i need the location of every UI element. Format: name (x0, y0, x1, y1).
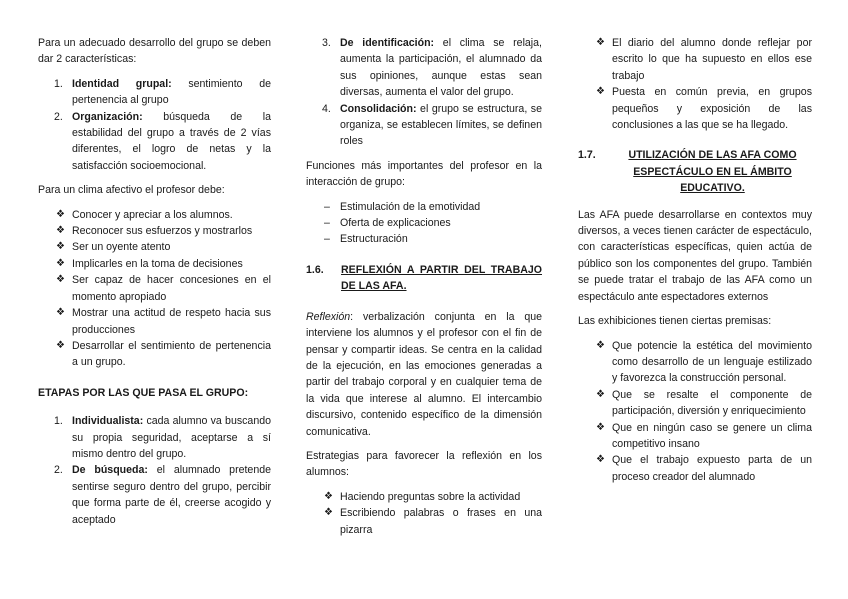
diamond-bullet-icon: ❖ (56, 257, 65, 269)
list-item: – Estructuración (306, 231, 542, 247)
list-item: ❖ Ser un oyente atento (38, 239, 271, 255)
list-item: ❖ Haciendo preguntas sobre la actividad (306, 489, 542, 505)
funciones-list (306, 199, 542, 248)
list-item: – Estimulación de la emotividad (306, 199, 542, 215)
estrategias-intro: Estrategias para favorecer la reflexión en los alumnos: (306, 449, 542, 479)
list-item: 1. Identidad grupal: sentimiento de pertenencia al grupo (54, 77, 271, 107)
diamond-bullet-icon: ❖ (56, 339, 65, 351)
diamond-bullet-icon: ❖ (56, 274, 65, 286)
intro-paragraph: Para un adecuado desarrollo del grupo se deben dar 2 características: (38, 37, 271, 66)
characteristics-list (38, 76, 271, 174)
list-item: – Oferta de explicaciones (306, 215, 542, 231)
diamond-bullet-icon: ❖ (56, 225, 65, 237)
column-3 (578, 35, 812, 485)
list-item: ❖ Ser capaz de hacer concesiones en el momento apropiado (56, 274, 271, 303)
dash-bullet-icon: – (324, 217, 330, 230)
diamond-bullet-icon: ❖ (56, 307, 65, 319)
list-item: 1. Individualista: cada alumno va buscando su propia seguridad, aceptarse a sí mismo dentro del grupo. (54, 415, 271, 460)
etapas-list (38, 413, 271, 528)
diamond-bullet-icon: ❖ (596, 454, 605, 466)
diamond-bullet-icon: ❖ (56, 241, 65, 253)
estrategias-list (306, 489, 542, 538)
section-heading-1-7: 1.7. UTILIZACIÓN DE LAS AFA COMO ESPECTÁCULO EN EL ÁMBITO EDUCATIVO. (578, 149, 797, 195)
list-item: 2. Organización: búsqueda de la estabilidad del grupo a través de 2 vías diferentes, el logro de netas y la satisfacción socioemocional. (54, 110, 271, 172)
list-item: ❖ Que potencie la estética del movimiento como desarrollo de un lenguaje estilizado y favorezca la construcción personal. (596, 339, 812, 385)
list-item: ❖ Puesta en común previa, en grupos pequeños y exposición de las conclusiones a las que se ha llegado. (596, 86, 812, 132)
section-heading-1-6: 1.6. REFLEXIÓN A PARTIR DEL TRABAJO DE LAS AFA. (306, 263, 542, 293)
list-item: 3. De identificación: el clima se relaja, aumenta la participación, el alumnado da sus opiniones, aunque estas sean diversas, aumenta el valor del grupo. (322, 37, 542, 99)
etapas-continued-list (306, 35, 542, 150)
afa-paragraph: Las AFA puede desarrollarse en contextos muy diversos, a veces tienen carácter de espectáculo, con características específicas, quien actúa de público son los componentes del grupo. También se puede tratar el trabajo de las AFA como un espectáculo ante espectadores externos (578, 208, 812, 303)
list-item: ❖ Reconocer sus esfuerzos y mostrarlos (38, 223, 271, 239)
diamond-bullet-icon: ❖ (596, 86, 605, 98)
list-item: ❖ Escribiendo palabras o frases en una pizarra (324, 507, 542, 536)
diamond-bullet-icon: ❖ (596, 339, 605, 351)
list-item: ❖ Que el trabajo expuesto parta de un proceso creador del alumnado (596, 454, 812, 483)
list-item: ❖ Mostrar una actitud de respeto hacia sus producciones (56, 307, 271, 336)
dash-bullet-icon: – (324, 233, 330, 246)
dash-bullet-icon: – (324, 200, 330, 213)
premisas-list (578, 338, 812, 486)
list-item: ❖ Conocer y apreciar a los alumnos. (38, 207, 271, 223)
list-item: ❖ El diario del alumno donde reflejar por escrito lo que ha supuesto en ellos ese trabajo (596, 37, 812, 82)
clima-intro: Para un clima afectivo el profesor debe: (38, 184, 225, 197)
reflexion-paragraph: Reflexión: verbalización conjunta en la que interviene los alumnos y el profesor con el fin de pensar y compartir ideas. Se centra en la calidad de la ejecución, en las emociones generadas a partir del trabajo corporal y en cualquier tema de la vida que interese al alumno. El intercambio discursivo, contenido específico de la dimensión comunicativa. (306, 310, 542, 438)
list-item: ❖ Que en ningún caso se genere un clima competitivo insano (596, 421, 812, 450)
list-item: ❖ Implicarles en la toma de decisiones (38, 256, 271, 272)
diamond-bullet-icon: ❖ (56, 208, 65, 220)
diamond-bullet-icon: ❖ (324, 490, 333, 502)
funciones-intro: Funciones más importantes del profesor en la interacción de grupo: (306, 159, 542, 189)
diamond-bullet-icon: ❖ (324, 507, 333, 519)
clima-list (38, 207, 271, 371)
premisas-intro: Las exhibiciones tienen ciertas premisas: (578, 315, 772, 328)
etapas-heading: ETAPAS POR LAS QUE PASA EL GRUPO: (38, 386, 249, 399)
estrategias-continued-list (578, 35, 812, 133)
list-item: ❖ Desarrollar el sentimiento de pertenencia a un grupo. (56, 339, 271, 369)
column-2 (306, 35, 542, 538)
diamond-bullet-icon: ❖ (596, 388, 605, 400)
list-item: 4. Consolidación: el grupo se estructura, se organiza, se establecen límites, se definen roles (322, 102, 542, 148)
diamond-bullet-icon: ❖ (596, 421, 605, 433)
list-item: 2. De búsqueda: el alumnado pretende sentirse seguro dentro del grupo, percibir que forma parte de él, creerse acogido y aceptado (54, 464, 271, 526)
diamond-bullet-icon: ❖ (596, 37, 605, 48)
column-1 (38, 35, 271, 528)
list-item: ❖ Que se resalte el componente de participación, diversión y enriquecimiento (596, 388, 812, 418)
